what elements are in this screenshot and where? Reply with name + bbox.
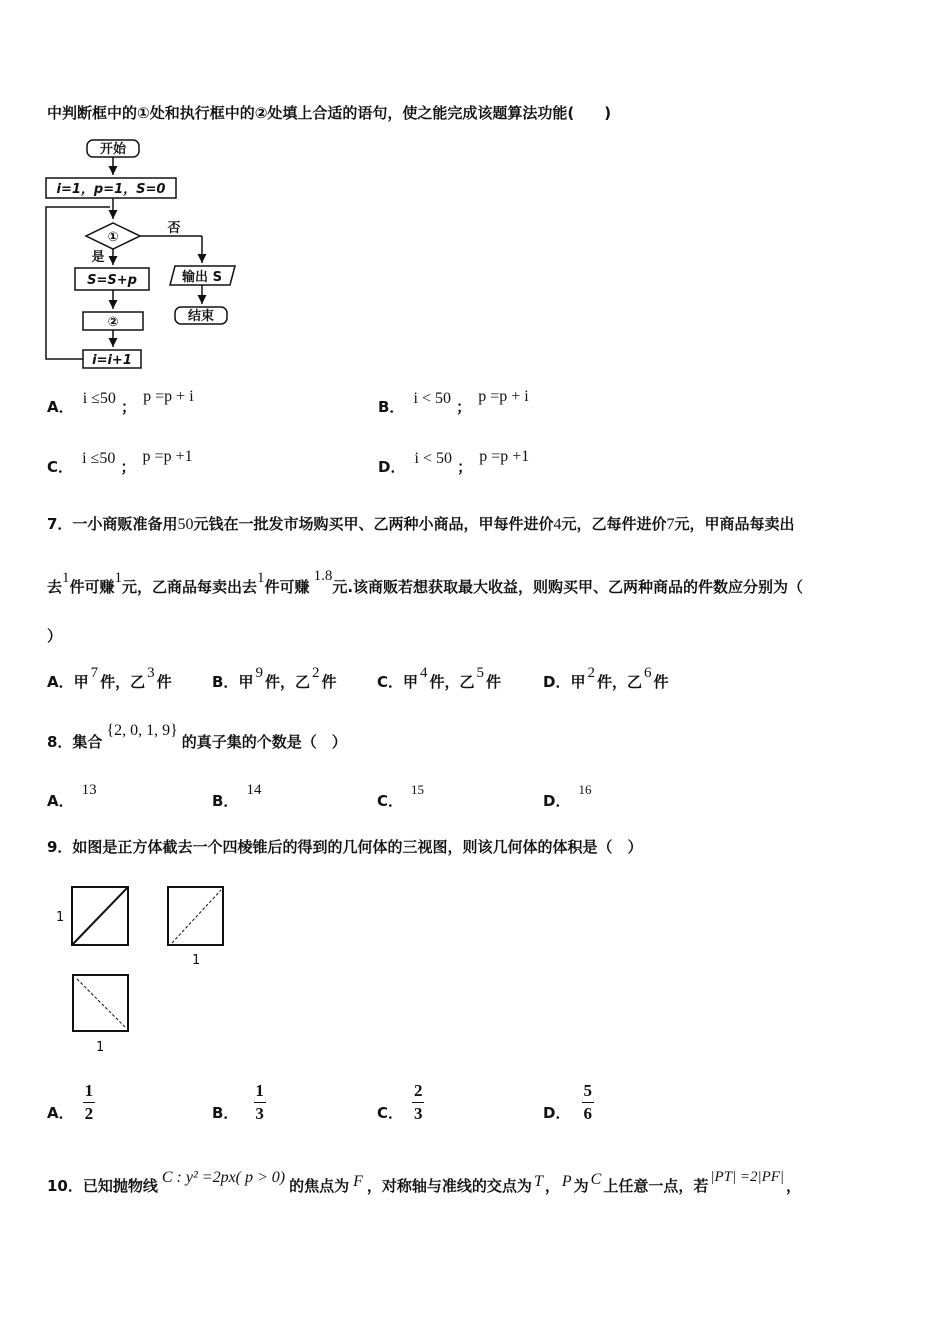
q8-option-d[interactable]: D．16: [543, 782, 592, 810]
q8-option-c[interactable]: C．15: [377, 782, 425, 810]
q6-stem: 中判断框中的①处和执行框中的②处填上合适的语句，使之能完成该题算法功能( ): [47, 104, 612, 122]
increment-label: i=i+1: [92, 353, 132, 368]
dim-front: 1: [56, 910, 65, 925]
q7-option-a[interactable]: A．甲 7 件，乙 3 件: [47, 665, 172, 691]
three-view-diagram: [50, 880, 250, 1065]
q7-option-b[interactable]: B．甲 9 件，乙 2 件: [212, 665, 337, 691]
q7-line3: ）: [47, 627, 63, 645]
side-view: [168, 887, 223, 945]
init-label: i=1，p=1，S=0: [56, 182, 166, 197]
q7-option-c[interactable]: C．甲 4 件，乙 5 件: [377, 665, 502, 691]
no-label: 否: [167, 221, 181, 236]
q9-stem: 9．如图是正方体截去一个四棱锥后的得到的几何体的三视图，则该几何体的体积是（ ）: [47, 838, 643, 856]
dim-side: 1: [192, 953, 201, 968]
dim-top: 1: [96, 1040, 105, 1055]
step2-label: ②: [107, 315, 119, 330]
end-label: 结束: [187, 309, 215, 324]
q10-stem: 10．已知抛物线 C : y² =2px( p > 0) 的焦点为 F ，对称轴与准线的交点为 T ， P 为 C 上任意一点，若 |PT| =2|PF| ，: [47, 1169, 802, 1195]
q9-option-d[interactable]: D． $\frac{5}{6}$: [543, 1081, 592, 1123]
algorithm-flowchart: [40, 135, 250, 380]
yes-label: 是: [91, 250, 105, 265]
q6-option-b[interactable]: B． i < 50 ； p =p + i: [378, 388, 529, 416]
q9-option-a[interactable]: A． $\frac{1}{2}$: [47, 1081, 94, 1123]
cond-label: ①: [107, 230, 119, 245]
q9-option-b[interactable]: B． $\frac{1}{3}$: [212, 1081, 264, 1123]
output-label: 输出 S: [182, 270, 222, 285]
start-label: 开始: [99, 142, 127, 157]
q6-option-a[interactable]: A． i ≤50 ； p =p + i: [47, 388, 194, 416]
assign-label: S=S+p: [87, 273, 137, 288]
q7-line1: 7．一小商贩准备用50元钱在一批发市场购买甲、乙两种小商品，甲每件进价4元，乙每件进价7元，甲商品每卖出: [47, 515, 795, 533]
q6-option-c[interactable]: C． i ≤50 ； p =p +1: [47, 448, 193, 476]
q8-option-b[interactable]: B．14: [212, 782, 262, 810]
q8-stem: 8．集合{2, 0, 1, 9}的真子集的个数是（ ）: [47, 722, 347, 751]
q9-option-c[interactable]: C． $\frac{2}{3}$: [377, 1081, 423, 1123]
q7-option-d[interactable]: D．甲 2 件，乙 6 件: [543, 665, 669, 691]
q8-option-a[interactable]: A．13: [47, 782, 97, 810]
q6-option-d[interactable]: D． i < 50 ； p =p +1: [378, 448, 530, 476]
q7-line2: 去1件可赚1元，乙商品每卖出去1件可赚1.8元.该商贩若想获取最大收益，则购买甲、乙两种商品的件数应分别为（: [47, 568, 804, 596]
